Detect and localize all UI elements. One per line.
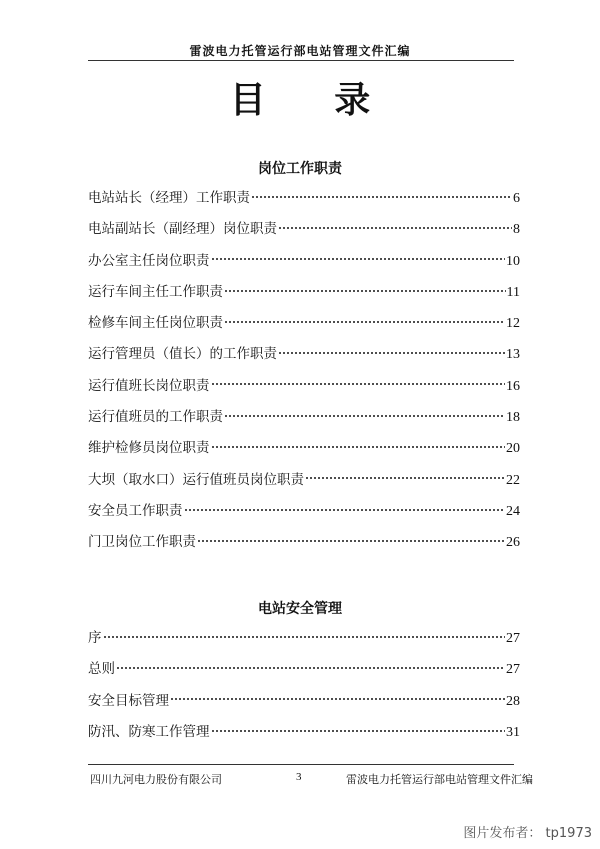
dot-leader	[184, 500, 506, 514]
toc-entry[interactable]	[88, 342, 520, 373]
dot-leader	[211, 375, 506, 389]
toc-entry-label: 办公室主任岗位职责	[88, 252, 210, 269]
toc-entry[interactable]	[88, 249, 520, 280]
toc-entry-page: 28	[506, 693, 520, 709]
toc-entry[interactable]	[88, 311, 520, 342]
toc-entry-label: 检修车间主任岗位职责	[88, 315, 223, 332]
toc-entry-page: 8	[513, 222, 520, 238]
toc-entry-page: 31	[506, 724, 520, 740]
toc-entry[interactable]	[88, 720, 520, 751]
publisher-watermark: 图片发布者： tp1973	[463, 826, 592, 841]
dot-leader	[116, 659, 505, 673]
toc-entry-label: 安全员工作职责	[88, 502, 183, 519]
dot-leader	[103, 628, 506, 642]
footer-company: 四川九河电力股份有限公司	[90, 773, 222, 786]
toc-entry-label: 大坝（取水口）运行值班员岗位职责	[88, 471, 304, 488]
toc-entry-label: 安全目标管理	[88, 692, 169, 709]
dot-leader	[211, 721, 506, 735]
toc-entry-label: 总则	[88, 661, 115, 678]
toc-entry-label: 运行管理员（值长）的工作职责	[88, 346, 277, 363]
dot-leader	[224, 313, 505, 327]
toc-entry-page: 6	[513, 191, 520, 206]
section-heading-safety: 电站安全管理	[258, 601, 342, 617]
section-heading-duties: 岗位工作职责	[258, 161, 342, 177]
toc-entry[interactable]	[88, 657, 520, 688]
toc-entry-page: 16	[506, 378, 520, 394]
dot-leader	[170, 690, 505, 704]
toc-list-safety	[88, 626, 520, 751]
toc-entry-label: 防汛、防寒工作管理	[88, 723, 210, 740]
toc-entry-label: 运行车间主任工作职责	[88, 283, 223, 300]
toc-entry[interactable]	[88, 436, 520, 467]
toc-entry-label: 序	[88, 630, 102, 646]
toc-title: 目 录	[229, 79, 399, 121]
dot-leader	[251, 188, 512, 202]
footer-document-title: 雷波电力托管运行部电站管理文件汇编	[346, 773, 533, 786]
toc-entry-page: 10	[506, 253, 520, 269]
toc-entry[interactable]	[88, 217, 520, 248]
toc-entry-page: 27	[506, 662, 520, 678]
toc-entry-label: 维护检修员岗位职责	[88, 440, 210, 457]
toc-entry-page: 13	[506, 347, 520, 363]
toc-entry[interactable]	[88, 280, 520, 311]
toc-entry-label: 运行值班员的工作职责	[88, 409, 223, 426]
toc-entry-page: 22	[506, 472, 520, 488]
toc-entry-label: 电站副站长（副经理）岗位职责	[88, 221, 277, 238]
header-title: 雷波电力托管运行部电站管理文件汇编	[189, 44, 411, 58]
toc-entry[interactable]	[88, 626, 520, 657]
dot-leader	[305, 469, 505, 483]
toc-entry-page: 20	[506, 441, 520, 457]
dot-leader	[224, 407, 505, 421]
toc-entry-page: 24	[506, 503, 520, 519]
toc-entry-page: 26	[506, 535, 520, 551]
toc-entry[interactable]	[88, 468, 520, 499]
toc-entry[interactable]	[88, 374, 520, 405]
toc-entry-label: 电站站长（经理）工作职责	[88, 190, 250, 206]
dot-leader	[278, 344, 505, 358]
toc-entry-label: 运行值班长岗位职责	[88, 377, 210, 394]
footer-page-number: 3	[296, 771, 302, 783]
dot-leader	[224, 281, 506, 295]
toc-entry[interactable]	[88, 530, 520, 561]
toc-entry-page: 12	[506, 316, 520, 332]
header-rule	[88, 60, 514, 61]
dot-leader	[211, 438, 506, 452]
toc-entry-page: 27	[506, 631, 520, 646]
toc-entry[interactable]	[88, 186, 520, 217]
footer-rule	[88, 764, 514, 765]
toc-list-duties	[88, 186, 520, 562]
toc-entry-page: 11	[506, 284, 520, 300]
toc-entry[interactable]	[88, 689, 520, 720]
toc-entry[interactable]	[88, 499, 520, 530]
dot-leader	[211, 250, 506, 264]
toc-entry-label: 门卫岗位工作职责	[88, 534, 196, 551]
dot-leader	[278, 219, 512, 233]
toc-entry[interactable]	[88, 405, 520, 436]
toc-entry-page: 18	[506, 410, 520, 426]
dot-leader	[197, 532, 505, 546]
